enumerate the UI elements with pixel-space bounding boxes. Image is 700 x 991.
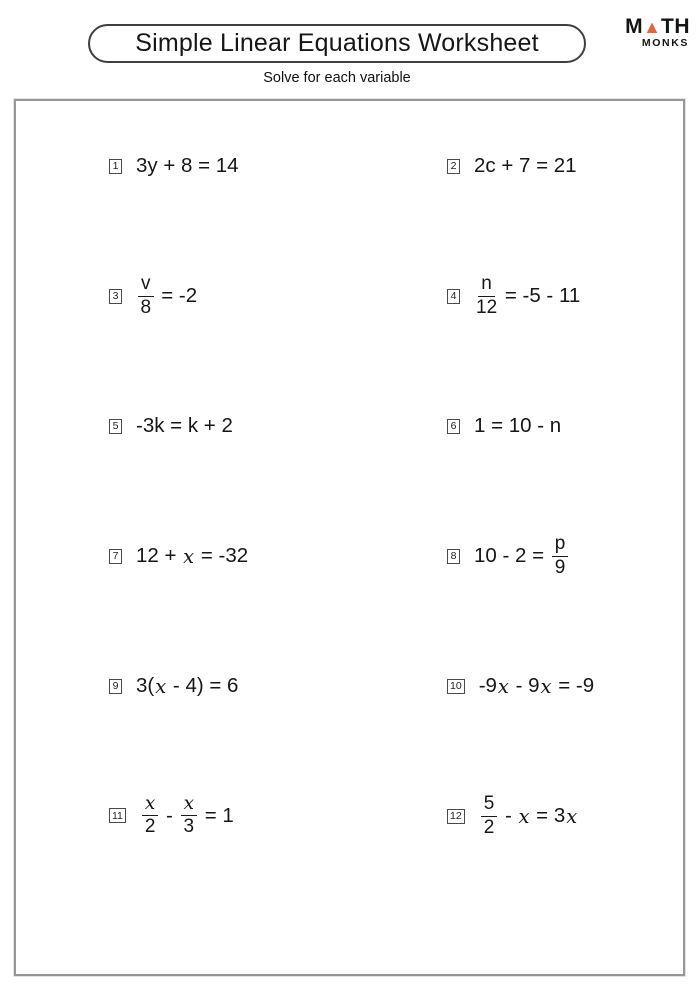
equation-text: - 4) = 6 bbox=[167, 674, 239, 697]
fraction-numerator: x bbox=[181, 794, 197, 816]
equation-text: 12 + bbox=[136, 544, 183, 567]
equation-text: 2c + 7 = 21 bbox=[474, 154, 577, 177]
equation-text: = 1 bbox=[199, 803, 234, 827]
equation bbox=[140, 794, 234, 838]
equation bbox=[474, 534, 570, 579]
problem bbox=[447, 534, 683, 579]
math-variable: x bbox=[518, 804, 530, 828]
math-variable: x bbox=[497, 674, 509, 698]
fraction-denominator: 3 bbox=[183, 816, 195, 838]
fraction-numerator: n bbox=[478, 274, 495, 297]
problems-container bbox=[14, 99, 685, 976]
equation bbox=[136, 154, 239, 178]
fraction bbox=[138, 274, 154, 319]
triangle-icon: ▲ bbox=[643, 17, 661, 37]
fraction-numerator: x bbox=[142, 794, 158, 816]
fraction-numerator: v bbox=[138, 274, 154, 297]
problem bbox=[447, 154, 683, 178]
problem-row bbox=[16, 361, 683, 491]
equation bbox=[136, 544, 248, 568]
equation-text: 3y + 8 = 14 bbox=[136, 154, 239, 177]
worksheet-title-pill bbox=[88, 24, 586, 63]
problem-row bbox=[16, 751, 683, 881]
math-variable: x bbox=[155, 674, 167, 698]
fraction-denominator: 2 bbox=[144, 816, 156, 838]
mathmonks-logo bbox=[625, 16, 690, 49]
equation bbox=[479, 794, 579, 839]
problem bbox=[447, 414, 683, 438]
equation-text: = 3 bbox=[530, 804, 566, 827]
equation-text: -9 bbox=[478, 674, 497, 697]
logo-letter-m: M bbox=[625, 15, 644, 38]
problem-row bbox=[16, 101, 683, 231]
problem bbox=[447, 794, 683, 839]
fraction-numerator: p bbox=[552, 534, 569, 557]
equation bbox=[136, 674, 238, 698]
equation-text: = -2 bbox=[155, 284, 198, 307]
problem bbox=[109, 414, 447, 438]
equation-text: 3( bbox=[136, 674, 155, 697]
fraction bbox=[552, 534, 569, 579]
fraction-denominator: 8 bbox=[140, 296, 152, 318]
fraction bbox=[481, 794, 498, 839]
problem-number-badge: 4 bbox=[447, 289, 460, 304]
problem-number-badge: 8 bbox=[447, 549, 460, 564]
equation bbox=[136, 274, 197, 319]
problem bbox=[109, 544, 447, 568]
problem bbox=[447, 674, 683, 698]
equation-text: 1 = 10 - n bbox=[474, 414, 562, 437]
problem-row bbox=[16, 231, 683, 361]
worksheet-subtitle: Solve for each variable bbox=[263, 70, 411, 86]
equation-text: -3k = k + 2 bbox=[136, 414, 233, 437]
problem-number-badge: 3 bbox=[109, 289, 122, 304]
equation bbox=[136, 414, 233, 438]
logo-monks-text: MONKS bbox=[641, 37, 689, 49]
logo-wordmark bbox=[625, 16, 690, 37]
equation-text: = -5 - 11 bbox=[499, 284, 581, 307]
math-variable: x bbox=[540, 674, 552, 698]
fraction bbox=[476, 274, 497, 319]
problem-number-badge: 5 bbox=[109, 419, 122, 434]
problem-number-badge: 7 bbox=[109, 549, 122, 564]
fraction-denominator: 2 bbox=[483, 816, 495, 838]
equation-text: = -9 bbox=[552, 674, 595, 697]
worksheet-title: Simple Linear Equations Worksheet bbox=[135, 29, 539, 57]
equation bbox=[479, 674, 594, 698]
math-variable: x bbox=[183, 544, 195, 568]
problem-number-badge: 11 bbox=[109, 808, 126, 823]
equation-text: - bbox=[499, 804, 518, 827]
problem-number-badge: 6 bbox=[447, 419, 460, 434]
fraction-denominator: 12 bbox=[476, 296, 498, 318]
problem-row bbox=[16, 621, 683, 751]
problem bbox=[447, 274, 683, 319]
math-variable: x bbox=[566, 804, 578, 828]
problem-number-badge: 10 bbox=[447, 679, 465, 694]
equation-text: 10 - 2 = bbox=[474, 544, 550, 567]
problem-number-badge: 12 bbox=[447, 809, 465, 824]
equation bbox=[474, 414, 561, 438]
fraction bbox=[142, 794, 158, 838]
problem bbox=[109, 794, 447, 838]
equation-text: - bbox=[160, 803, 179, 827]
equation bbox=[474, 154, 577, 178]
logo-letters-th: TH bbox=[661, 15, 690, 38]
problem-number-badge: 2 bbox=[447, 159, 460, 174]
problem-number-badge: 9 bbox=[109, 679, 122, 694]
fraction bbox=[181, 794, 197, 838]
equation-text: - 9 bbox=[509, 674, 540, 697]
problem bbox=[109, 274, 447, 319]
equation-text: = -32 bbox=[195, 544, 249, 567]
problem bbox=[109, 154, 447, 178]
fraction-numerator: 5 bbox=[481, 794, 498, 817]
problem bbox=[109, 674, 447, 698]
equation bbox=[474, 274, 580, 319]
problem-row bbox=[16, 491, 683, 621]
problem-number-badge: 1 bbox=[109, 159, 122, 174]
fraction-denominator: 9 bbox=[554, 556, 566, 578]
